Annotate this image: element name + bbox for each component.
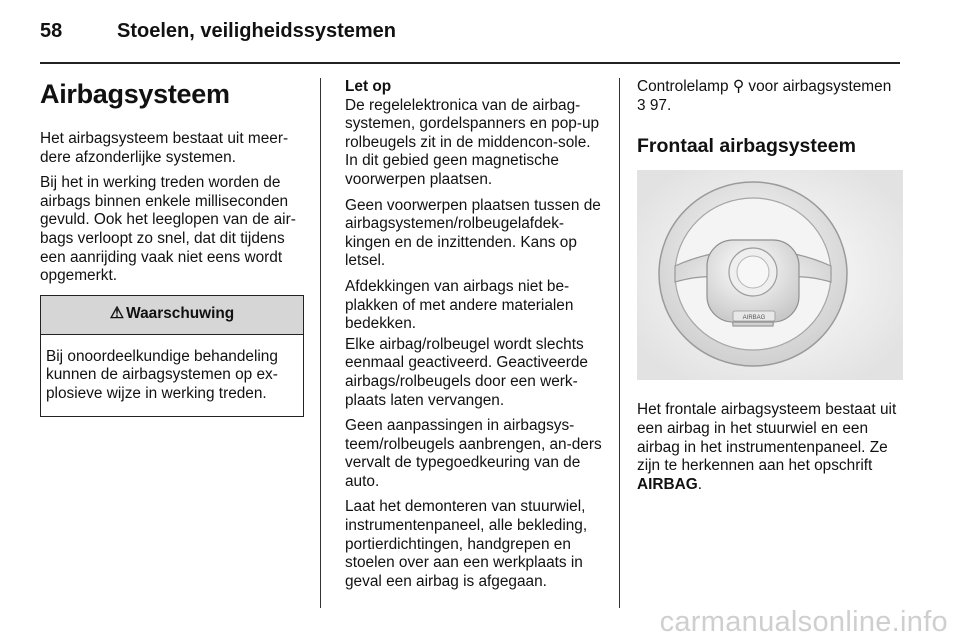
page-reference-arrow-icon: 3 <box>637 96 646 114</box>
intro-text-after: voor airbagsystemen <box>748 78 892 95</box>
airbag-label-text: AIRBAG <box>637 475 698 493</box>
watermark: carmanualsonline.info <box>659 606 948 638</box>
column-3 <box>637 78 902 501</box>
warning-title: Waarschuwing <box>126 305 235 323</box>
column-divider-2 <box>619 78 620 608</box>
airbag-lamp-icon: ⚲ <box>732 78 745 95</box>
warning-box <box>40 295 304 417</box>
description-end: . <box>697 475 702 493</box>
description-text: Het frontale airbagsysteem bestaat uit een airbag in het stuurwiel en een airbag in het instrumentenpaneel. Ze zijn te herkennen aan het opschrift <box>637 401 897 475</box>
paragraph: De regelelektronica van de airbag-systemen, gordelspanners en pop-up rolbeugels zit in de middencon-sole. In dit gebied geen magnetische voorwerpen plaatsen. <box>345 96 600 188</box>
steering-wheel-illustration <box>637 170 903 380</box>
paragraph: Laat het demonteren van stuurwiel, instrumentenpaneel, alle bekleding, portierdichtingen, handgrepen en stoelen over aan een werkplaats in geval een airbag is afgegaan. <box>345 498 588 590</box>
warning-triangle-icon: ⚠ <box>109 305 125 323</box>
column-divider-1 <box>320 78 321 608</box>
paragraph: Geen aanpassingen in airbagsys-teem/rolbeugels aanbrengen, an-ders vervalt de typegoedkeuring van de auto. <box>345 417 602 490</box>
warning-text: Bij onoordeelkundige behandeling kunnen de airbagsystemen op ex-plosieve wijze in werking treden. <box>46 347 278 402</box>
paragraph: Bij het in werking treden worden de airbags binnen enkele milliseconden gevuld. Ook het leeglopen van de air-bags verloopt zo snel, dat dit tijdens een aanrijding vaak niet eens wordt opgemerkt. <box>40 174 296 285</box>
warning-header <box>41 296 303 335</box>
header-divider <box>40 62 900 64</box>
airbag-label: AIRBAG <box>742 314 766 321</box>
intro-text: Controlelamp <box>637 78 729 95</box>
paragraph: Afdekkingen van airbags niet be-plakken of met andere materialen bedekken. <box>345 277 574 333</box>
paragraph: Geen voorwerpen plaatsen tussen de airbagsystemen/rolbeugelafdek-kingen en de inzittenden. Kans op letsel. <box>345 196 601 270</box>
paragraph: Elke airbag/rolbeugel wordt slechts eenmaal geactiveerd. Geactiveerde airbags/rolbeugels door een werk-plaats laten vervangen. <box>345 335 588 409</box>
frontal-airbag-description <box>637 401 902 494</box>
note-title: Let op <box>345 78 392 95</box>
column-1 <box>40 78 304 417</box>
section-title: Airbagsysteem <box>40 79 230 109</box>
page-header <box>40 18 900 48</box>
column-2 <box>345 78 605 598</box>
page-number: 58 <box>40 20 63 42</box>
control-lamp-reference <box>637 78 902 115</box>
subsection-title: Frontaal airbagsysteem <box>637 135 856 158</box>
page-reference: 97. <box>649 96 672 114</box>
chapter-title: Stoelen, veiligheidssystemen <box>117 20 396 42</box>
paragraph: Het airbagsysteem bestaat uit meer-dere afzonderlijke systemen. <box>40 130 289 166</box>
